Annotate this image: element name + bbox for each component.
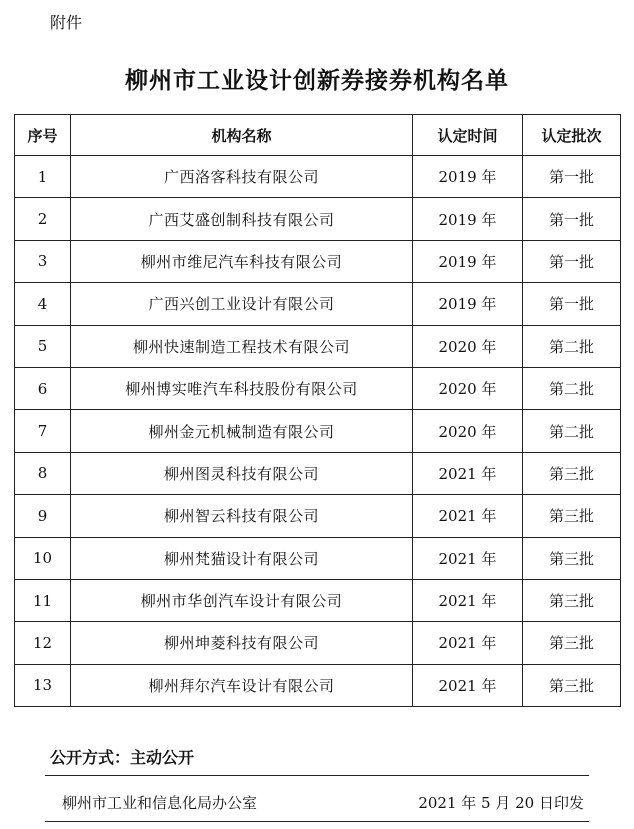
- header-institution-name: 机构名称: [71, 115, 413, 156]
- cell-recognition-batch: 第三批: [523, 664, 621, 706]
- table-row: [15, 622, 621, 664]
- cell-recognition-batch: 第一批: [523, 198, 621, 240]
- table-row: [15, 452, 621, 494]
- table-row: [15, 367, 621, 409]
- cell-recognition-time: 2019 年: [413, 240, 523, 282]
- cell-recognition-time: 2020 年: [413, 325, 523, 367]
- cell-serial: 11: [15, 579, 71, 621]
- cell-institution-name: 柳州市华创汽车设计有限公司: [71, 579, 413, 621]
- cell-recognition-batch: 第二批: [523, 367, 621, 409]
- cell-serial: 9: [15, 495, 71, 537]
- cell-institution-name: 广西洛客科技有限公司: [71, 156, 413, 198]
- cell-recognition-batch: 第三批: [523, 452, 621, 494]
- cell-institution-name: 柳州博实唯汽车科技股份有限公司: [71, 367, 413, 409]
- cell-institution-name: 柳州梵猫设计有限公司: [71, 537, 413, 579]
- cell-institution-name: 柳州智云科技有限公司: [71, 495, 413, 537]
- table-header-row: [15, 115, 621, 156]
- footer-rule-top: [45, 775, 589, 776]
- cell-institution-name: 柳州快速制造工程技术有限公司: [71, 325, 413, 367]
- cell-institution-name: 柳州市维尼汽车科技有限公司: [71, 240, 413, 282]
- cell-institution-name: 柳州坤菱科技有限公司: [71, 622, 413, 664]
- cell-serial: 1: [15, 156, 71, 198]
- cell-serial: 2: [15, 198, 71, 240]
- table-row: [15, 410, 621, 452]
- cell-serial: 4: [15, 283, 71, 325]
- cell-serial: 13: [15, 664, 71, 706]
- cell-recognition-time: 2021 年: [413, 452, 523, 494]
- cell-serial: 12: [15, 622, 71, 664]
- footer-rule-bottom: [45, 821, 589, 822]
- table-row: [15, 283, 621, 325]
- cell-recognition-time: 2021 年: [413, 664, 523, 706]
- cell-recognition-batch: 第一批: [523, 156, 621, 198]
- cell-institution-name: 柳州图灵科技有限公司: [71, 452, 413, 494]
- cell-recognition-batch: 第三批: [523, 579, 621, 621]
- header-recognition-time: 认定时间: [413, 115, 523, 156]
- cell-recognition-time: 2019 年: [413, 198, 523, 240]
- cell-serial: 7: [15, 410, 71, 452]
- cell-recognition-time: 2021 年: [413, 537, 523, 579]
- cell-institution-name: 广西艾盛创制科技有限公司: [71, 198, 413, 240]
- table-row: [15, 495, 621, 537]
- cell-serial: 10: [15, 537, 71, 579]
- cell-recognition-batch: 第三批: [523, 622, 621, 664]
- cell-recognition-time: 2021 年: [413, 622, 523, 664]
- header-serial: 序号: [15, 115, 71, 156]
- cell-recognition-time: 2021 年: [413, 579, 523, 621]
- table-row: [15, 240, 621, 282]
- table-row: [15, 156, 621, 198]
- attachment-label: 附件: [50, 13, 83, 32]
- cell-recognition-time: 2019 年: [413, 156, 523, 198]
- table-row: [15, 579, 621, 621]
- table-row: [15, 537, 621, 579]
- table-row: [15, 325, 621, 367]
- cell-recognition-batch: 第一批: [523, 283, 621, 325]
- cell-recognition-time: 2021 年: [413, 495, 523, 537]
- cell-recognition-time: 2020 年: [413, 410, 523, 452]
- cell-serial: 8: [15, 452, 71, 494]
- cell-institution-name: 柳州拜尔汽车设计有限公司: [71, 664, 413, 706]
- table-row: [15, 198, 621, 240]
- table-row: [15, 664, 621, 706]
- document-title: 柳州市工业设计创新券接券机构名单: [125, 68, 509, 94]
- cell-recognition-batch: 第二批: [523, 325, 621, 367]
- table-body: [15, 156, 621, 707]
- cell-institution-name: 柳州金元机械制造有限公司: [71, 410, 413, 452]
- institution-table: [14, 114, 621, 707]
- issue-date: 2021 年 5 月 20 日印发: [418, 794, 584, 812]
- cell-recognition-time: 2020 年: [413, 367, 523, 409]
- publicity-method: 公开方式：主动公开: [50, 748, 195, 767]
- cell-recognition-batch: 第二批: [523, 410, 621, 452]
- cell-serial: 6: [15, 367, 71, 409]
- issuing-office: 柳州市工业和信息化局办公室: [62, 794, 258, 812]
- cell-recognition-batch: 第三批: [523, 495, 621, 537]
- cell-recognition-batch: 第三批: [523, 537, 621, 579]
- cell-institution-name: 广西兴创工业设计有限公司: [71, 283, 413, 325]
- cell-serial: 3: [15, 240, 71, 282]
- header-recognition-batch: 认定批次: [523, 115, 621, 156]
- cell-recognition-time: 2019 年: [413, 283, 523, 325]
- cell-recognition-batch: 第一批: [523, 240, 621, 282]
- cell-serial: 5: [15, 325, 71, 367]
